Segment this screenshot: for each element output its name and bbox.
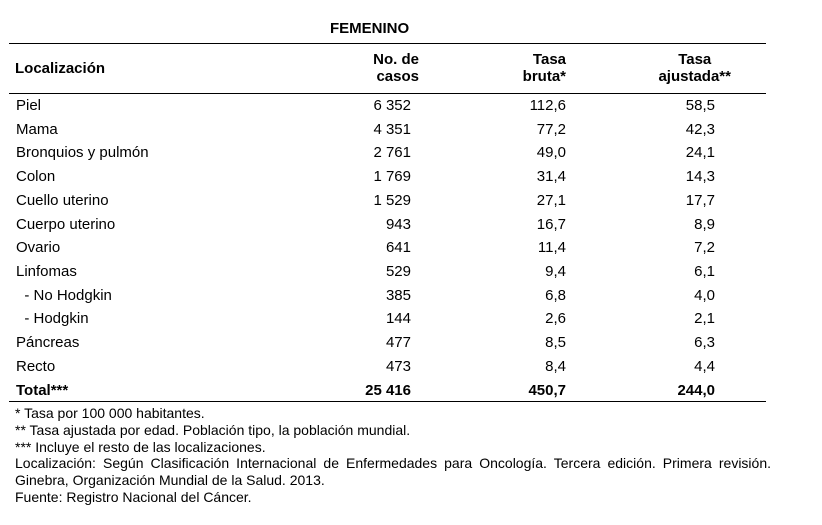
row-tasa-ajustada: 42,3 — [685, 120, 715, 138]
row-tasa-bruta: 8,4 — [545, 357, 566, 375]
row-casos: 4 351 — [373, 120, 411, 138]
table-row — [0, 262, 822, 286]
row-casos: 385 — [385, 286, 411, 304]
header-ajustada-line1: Tasa — [678, 51, 712, 68]
row-casos: 477 — [385, 334, 411, 351]
row-tasa-bruta: 77,2 — [536, 120, 566, 138]
row-localizacion: Mama — [16, 120, 58, 138]
row-tasa-ajustada: 58,5 — [685, 97, 715, 114]
row-casos: 144 — [385, 310, 411, 328]
header-bruta-line2: bruta* — [522, 68, 566, 85]
footnote-localizacion: Localización: Según Clasificación Internacional de Enfermedades para Oncología. Tercera edición. Primera revisión. Ginebra, Organización Mundial de la Salud. 2013. — [15, 455, 771, 489]
row-localizacion: - No Hodgkin — [16, 286, 112, 304]
table-row — [0, 357, 822, 381]
table-row — [0, 309, 822, 333]
footnotes — [15, 405, 771, 506]
footnote-2: ** Tasa ajustada por edad. Población tipo, la población mundial. — [15, 421, 411, 438]
row-tasa-bruta: 6,8 — [545, 286, 566, 304]
header-casos-line2: casos — [376, 68, 419, 85]
row-casos: 1 769 — [373, 168, 411, 186]
table-row — [0, 286, 822, 310]
header-rule — [9, 93, 766, 94]
header-casos — [373, 51, 419, 85]
row-tasa-ajustada: 8,9 — [694, 215, 715, 233]
row-localizacion: Ovario — [16, 239, 61, 257]
row-localizacion: Cuello uterino — [16, 191, 109, 209]
top-rule — [9, 43, 766, 44]
row-tasa-bruta: 27,1 — [536, 191, 566, 209]
table-row — [0, 96, 822, 120]
row-tasa-ajustada: 17,7 — [685, 191, 715, 209]
row-localizacion: Cuerpo uterino — [16, 215, 116, 233]
footnote-3: *** Incluye el resto de las localizaciones. — [15, 438, 266, 455]
table-row — [0, 333, 822, 357]
header-ajustada-line2: ajustada** — [658, 68, 731, 85]
table-row — [0, 143, 822, 167]
table-row — [0, 167, 822, 191]
row-casos: 6 352 — [373, 97, 411, 114]
row-tasa-bruta: 11,4 — [537, 239, 566, 257]
total-ajustada: 244,0 — [677, 382, 715, 399]
row-localizacion: Colon — [16, 168, 56, 186]
row-casos: 529 — [385, 262, 411, 280]
row-tasa-bruta: 9,4 — [545, 262, 566, 280]
bottom-rule — [9, 401, 766, 402]
footnote-1: * Tasa por 100 000 habitantes. — [15, 405, 205, 421]
row-tasa-bruta: 112,6 — [529, 97, 566, 114]
row-localizacion: Linfomas — [16, 262, 77, 280]
row-casos: 943 — [385, 215, 411, 233]
row-tasa-bruta: 8,5 — [545, 334, 566, 351]
row-tasa-ajustada: 4,4 — [694, 357, 715, 375]
row-casos: 1 529 — [373, 191, 411, 209]
header-bruta-line1: Tasa — [532, 51, 566, 68]
row-tasa-bruta: 31,4 — [536, 168, 566, 186]
row-localizacion: Páncreas — [16, 334, 80, 351]
row-tasa-ajustada: 6,1 — [694, 262, 715, 280]
row-tasa-ajustada: 6,3 — [694, 334, 715, 351]
row-tasa-ajustada: 4,0 — [694, 286, 715, 304]
row-tasa-ajustada: 14,3 — [685, 168, 715, 186]
total-bruta: 450,7 — [528, 382, 566, 399]
footnote-fuente: Fuente: Registro Nacional del Cáncer. — [15, 488, 252, 505]
total-label: Total*** — [16, 382, 69, 399]
row-casos: 473 — [385, 357, 411, 375]
row-tasa-bruta: 49,0 — [536, 144, 566, 162]
total-casos: 25 416 — [365, 382, 411, 399]
row-tasa-bruta: 16,7 — [536, 215, 566, 233]
table-row — [0, 215, 822, 239]
table-row — [0, 191, 822, 215]
row-tasa-ajustada: 24,1 — [685, 144, 715, 162]
header-tasa-bruta — [523, 51, 566, 85]
header-localizacion: Localización — [15, 60, 106, 77]
row-localizacion: Piel — [16, 97, 42, 114]
row-localizacion: - Hodgkin — [16, 310, 89, 328]
row-tasa-ajustada: 2,1 — [694, 310, 715, 328]
header-casos-line1: No. de — [373, 51, 419, 68]
table-row — [0, 238, 822, 262]
table-row — [0, 120, 822, 144]
row-localizacion: Bronquios y pulmón — [16, 144, 149, 162]
row-tasa-bruta: 2,6 — [545, 310, 566, 328]
header-tasa-ajustada — [658, 51, 731, 85]
row-localizacion: Recto — [16, 357, 56, 375]
table-title: FEMENINO — [330, 20, 410, 37]
row-casos: 641 — [385, 239, 411, 257]
row-casos: 2 761 — [373, 144, 411, 162]
row-tasa-ajustada: 7,2 — [694, 239, 715, 257]
